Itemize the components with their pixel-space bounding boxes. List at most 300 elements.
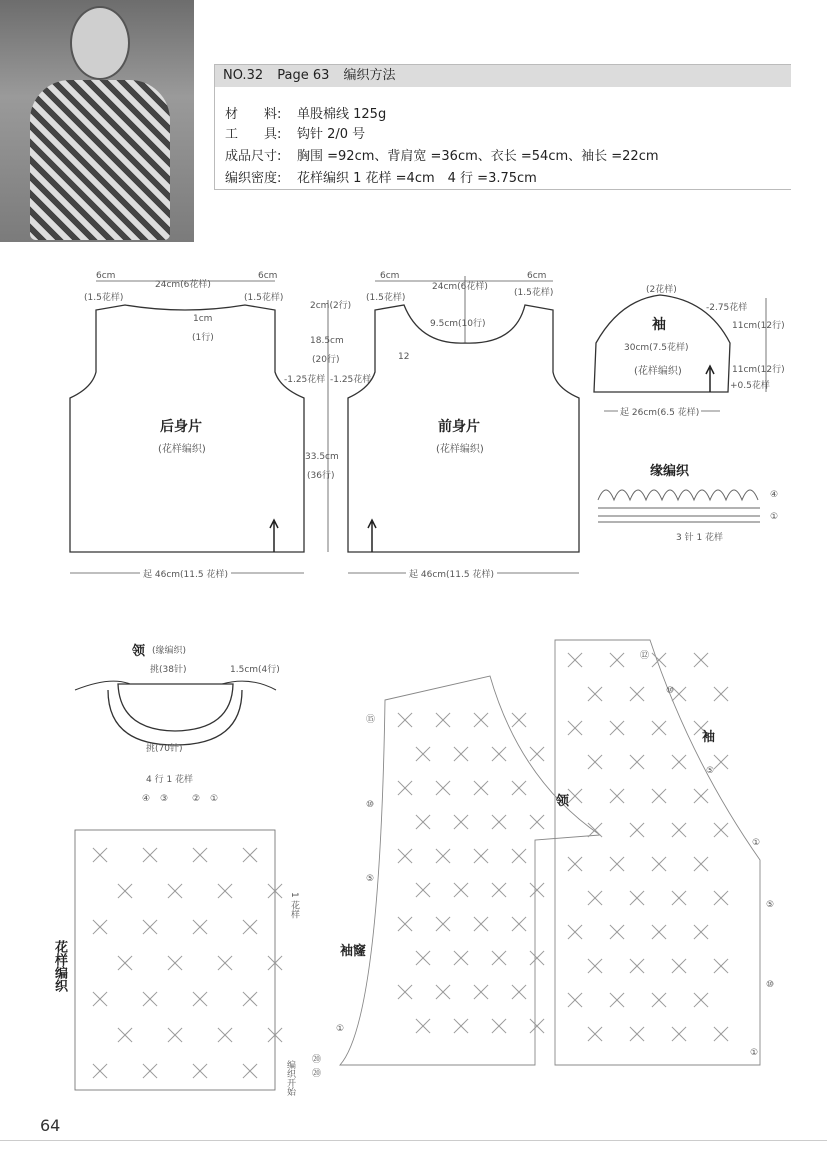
flower-motif-petal: [617, 993, 624, 1000]
back-shoulder-left-2: (1.5花样): [84, 293, 124, 303]
flower-motif-petal: [617, 660, 624, 667]
flower-motif-petal: [512, 992, 519, 999]
flower-motif-petal: [416, 1019, 423, 1026]
flower-motif-petal: [492, 1026, 499, 1033]
flower-motif-petal: [193, 927, 200, 934]
flower-motif-petal: [481, 992, 488, 999]
flower-motif-petal: [461, 822, 468, 829]
flower-motif-petal: [701, 789, 708, 796]
flower-motif-petal: [243, 927, 250, 934]
flower-motif-petal: [150, 1064, 157, 1071]
flower-motif-petal: [519, 788, 526, 795]
flower-motif-petal: [672, 966, 679, 973]
sleeve-row-1: ①: [752, 838, 761, 848]
flower-motif-petal: [672, 959, 679, 966]
flower-motif-petal: [617, 721, 624, 728]
flower-motif-petal: [659, 721, 666, 728]
flower-motif-petal: [499, 822, 506, 829]
flower-motif-petal: [679, 755, 686, 762]
flower-motif-petal: [125, 1028, 132, 1035]
flower-motif-petal: [519, 992, 526, 999]
flower-motif-petal: [595, 966, 602, 973]
armhole-row-5: ⑤: [366, 874, 375, 884]
flower-motif-petal: [588, 898, 595, 905]
flower-motif-petal: [630, 966, 637, 973]
flower-motif-petal: [630, 823, 637, 830]
flower-motif-petal: [537, 1019, 544, 1026]
flower-motif-petal: [512, 924, 519, 931]
flower-motif-petal: [537, 822, 544, 829]
flower-motif-petal: [652, 789, 659, 796]
flower-motif-petal: [416, 951, 423, 958]
flower-motif-petal: [610, 728, 617, 735]
flower-motif-petal: [630, 891, 637, 898]
flower-motif-petal: [275, 884, 282, 891]
flower-motif-petal: [268, 891, 275, 898]
pattern-title: 花样编织: [52, 940, 67, 992]
flower-motif-petal: [193, 999, 200, 1006]
flower-motif-petal: [630, 762, 637, 769]
flower-motif-petal: [168, 884, 175, 891]
sleeve-top: (2花样): [646, 285, 677, 295]
flower-motif-petal: [595, 755, 602, 762]
flower-motif-petal: [714, 694, 721, 701]
flower-motif-petal: [595, 1034, 602, 1041]
flower-motif-petal: [610, 925, 617, 932]
flower-motif-petal: [175, 1028, 182, 1035]
flower-motif-petal: [125, 1035, 132, 1042]
flower-motif-petal: [492, 958, 499, 965]
flower-motif-petal: [617, 925, 624, 932]
sleeve-row-12: ⑫: [640, 651, 650, 661]
flower-motif-petal: [575, 660, 582, 667]
flower-motif-petal: [595, 1027, 602, 1034]
flower-motif-petal: [530, 1026, 537, 1033]
flower-motif-petal: [193, 1071, 200, 1078]
flower-motif-petal: [714, 1034, 721, 1041]
flower-motif-petal: [630, 755, 637, 762]
flower-motif-petal: [193, 920, 200, 927]
flower-motif-petal: [474, 713, 481, 720]
flower-motif-petal: [443, 713, 450, 720]
flower-motif-petal: [423, 1026, 430, 1033]
flower-motif-petal: [568, 925, 575, 932]
flower-motif-petal: [250, 920, 257, 927]
sleeve-row-10: ⑩: [666, 686, 675, 696]
flower-motif-petal: [519, 917, 526, 924]
flower-motif-petal: [200, 848, 207, 855]
flower-motif-petal: [100, 992, 107, 999]
flower-motif-petal: [100, 999, 107, 1006]
flower-motif-petal: [150, 992, 157, 999]
flower-motif-petal: [588, 891, 595, 898]
flower-motif-petal: [93, 927, 100, 934]
flower-motif-petal: [595, 898, 602, 905]
flower-motif-petal: [537, 754, 544, 761]
flower-motif-petal: [436, 992, 443, 999]
flower-motif-petal: [610, 932, 617, 939]
flower-motif-petal: [93, 920, 100, 927]
sleeve-row-5b: ⑤: [766, 900, 775, 910]
spec-size: 成品尺寸: 胸围 =92cm、背肩宽 =36cm、衣长 =54cm、袖长 =22cm: [225, 149, 659, 164]
flower-motif-petal: [218, 884, 225, 891]
flower-motif-petal: [225, 963, 232, 970]
flower-motif-petal: [474, 856, 481, 863]
flower-motif-petal: [423, 754, 430, 761]
flower-motif-petal: [512, 720, 519, 727]
flower-motif-petal: [694, 728, 701, 735]
flower-motif-petal: [118, 884, 125, 891]
flower-motif-petal: [499, 747, 506, 754]
flower-motif-petal: [398, 985, 405, 992]
flower-motif-petal: [436, 849, 443, 856]
flower-motif-petal: [610, 1000, 617, 1007]
flower-motif-petal: [512, 713, 519, 720]
flower-motif-petal: [416, 890, 423, 897]
pattern-start: 编织开始: [285, 1060, 295, 1096]
flower-motif-petal: [568, 721, 575, 728]
flower-motif-petal: [443, 781, 450, 788]
sleeve-cap-dec: -2.75花样: [706, 303, 748, 313]
flower-motif-petal: [436, 917, 443, 924]
flower-motif-petal: [193, 992, 200, 999]
flower-motif-petal: [175, 963, 182, 970]
flower-motif-petal: [721, 891, 728, 898]
flower-motif-petal: [275, 1028, 282, 1035]
collar-pick-top: 挑(38针): [150, 665, 187, 675]
flower-motif-petal: [474, 992, 481, 999]
flower-motif-petal: [436, 781, 443, 788]
flower-motif-petal: [250, 1064, 257, 1071]
flower-motif-petal: [519, 781, 526, 788]
flower-motif-petal: [405, 781, 412, 788]
flower-motif-petal: [143, 999, 150, 1006]
flower-motif-petal: [575, 857, 582, 864]
flower-motif-petal: [721, 898, 728, 905]
pattern-row-3: ③: [160, 794, 169, 804]
flower-motif-petal: [423, 1019, 430, 1026]
flower-motif-petal: [250, 999, 257, 1006]
flower-motif-petal: [168, 891, 175, 898]
flower-motif-petal: [568, 932, 575, 939]
flower-motif-petal: [243, 992, 250, 999]
flower-motif-petal: [610, 721, 617, 728]
flower-motif-petal: [416, 754, 423, 761]
flower-motif-petal: [575, 932, 582, 939]
flower-motif-petal: [218, 963, 225, 970]
flower-motif-petal: [218, 1035, 225, 1042]
flower-motif-petal: [275, 1035, 282, 1042]
flower-motif-petal: [454, 747, 461, 754]
flower-motif-petal: [125, 963, 132, 970]
flower-motif-petal: [588, 1034, 595, 1041]
flower-motif-petal: [492, 822, 499, 829]
flower-motif-petal: [499, 1019, 506, 1026]
flower-motif-petal: [610, 660, 617, 667]
flower-motif-petal: [474, 720, 481, 727]
flower-motif-petal: [474, 985, 481, 992]
flower-motif-petal: [659, 660, 666, 667]
flower-motif-petal: [499, 951, 506, 958]
flower-motif-petal: [250, 927, 257, 934]
flower-motif-petal: [519, 713, 526, 720]
flower-motif-petal: [150, 848, 157, 855]
flower-motif-petal: [652, 653, 659, 660]
flower-motif-petal: [200, 920, 207, 927]
flower-motif-petal: [436, 788, 443, 795]
flower-motif-petal: [701, 796, 708, 803]
flower-motif-petal: [243, 1071, 250, 1078]
flower-motif-petal: [568, 728, 575, 735]
flower-motif-petal: [168, 1035, 175, 1042]
armhole-row-20b: ⑳: [312, 1069, 322, 1079]
armhole-label: 袖窿: [340, 944, 367, 959]
flower-motif-petal: [721, 959, 728, 966]
flower-motif-petal: [537, 1026, 544, 1033]
flower-motif-petal: [481, 713, 488, 720]
pattern-row-1: ①: [210, 794, 219, 804]
flower-motif-petal: [530, 815, 537, 822]
flower-motif-petal: [454, 754, 461, 761]
flower-motif-petal: [454, 1019, 461, 1026]
flower-motif-petal: [672, 891, 679, 898]
flower-motif-petal: [714, 823, 721, 830]
flower-motif-petal: [575, 1000, 582, 1007]
flower-motif-petal: [617, 864, 624, 871]
collar-inner: [118, 684, 233, 731]
flower-motif-petal: [537, 890, 544, 897]
flower-motif-petal: [454, 822, 461, 829]
flower-motif-petal: [530, 754, 537, 761]
flower-motif-petal: [701, 993, 708, 1000]
flower-motif-petal: [100, 855, 107, 862]
flower-motif-petal: [461, 815, 468, 822]
flower-motif-petal: [714, 891, 721, 898]
flower-motif-petal: [575, 728, 582, 735]
stitch-chart-armhole: [340, 676, 600, 1065]
flower-motif-petal: [617, 796, 624, 803]
flower-motif-petal: [125, 956, 132, 963]
flower-motif-petal: [100, 927, 107, 934]
collar-outer: [108, 690, 242, 745]
flower-motif-petal: [537, 951, 544, 958]
edging-repeat: 3 针 1 花样: [676, 533, 724, 543]
flower-motif-petal: [575, 864, 582, 871]
collar-title: 领: [132, 644, 146, 659]
flower-motif-petal: [250, 1071, 257, 1078]
flower-motif-petal: [118, 891, 125, 898]
flower-motif-petal: [610, 789, 617, 796]
flower-motif-petal: [694, 660, 701, 667]
flower-motif-petal: [405, 856, 412, 863]
edging-row-top: ④: [770, 490, 779, 500]
flower-motif-petal: [474, 849, 481, 856]
flower-motif-petal: [93, 848, 100, 855]
flower-motif-petal: [200, 992, 207, 999]
flower-motif-petal: [652, 796, 659, 803]
flower-motif-petal: [454, 890, 461, 897]
flower-motif-petal: [637, 755, 644, 762]
flower-motif-petal: [659, 1000, 666, 1007]
flower-motif-petal: [481, 985, 488, 992]
flower-motif-petal: [595, 959, 602, 966]
flower-motif-petal: [200, 927, 207, 934]
flower-motif-petal: [461, 1019, 468, 1026]
pattern-row-2: ②: [192, 794, 201, 804]
flower-motif-petal: [398, 917, 405, 924]
flower-motif-petal: [588, 687, 595, 694]
front-piece-title: 前身片: [438, 419, 480, 435]
flower-motif-petal: [474, 781, 481, 788]
flower-motif-petal: [225, 891, 232, 898]
flower-motif-petal: [588, 959, 595, 966]
flower-motif-petal: [423, 822, 430, 829]
flower-motif-petal: [416, 822, 423, 829]
flower-motif-petal: [701, 857, 708, 864]
flower-motif-petal: [436, 713, 443, 720]
flower-motif-petal: [398, 788, 405, 795]
flower-motif-petal: [530, 747, 537, 754]
flower-motif-petal: [679, 823, 686, 830]
flower-motif-petal: [637, 687, 644, 694]
flower-motif-petal: [436, 856, 443, 863]
flower-motif-petal: [512, 917, 519, 924]
flower-motif-petal: [93, 999, 100, 1006]
flower-motif-petal: [398, 924, 405, 931]
flower-motif-petal: [568, 1000, 575, 1007]
back-body-rows: (36行): [307, 471, 335, 481]
flower-motif-petal: [436, 924, 443, 931]
flower-motif-petal: [568, 864, 575, 871]
flower-motif-petal: [637, 898, 644, 905]
flower-motif-petal: [701, 925, 708, 932]
flower-motif-petal: [617, 1000, 624, 1007]
flower-motif-petal: [630, 694, 637, 701]
armhole-row-1: ①: [336, 1024, 345, 1034]
flower-motif-petal: [499, 815, 506, 822]
flower-motif-petal: [659, 993, 666, 1000]
flower-motif-petal: [530, 958, 537, 965]
flower-motif-petal: [637, 1034, 644, 1041]
flower-motif-petal: [443, 856, 450, 863]
flower-motif-petal: [398, 720, 405, 727]
flower-motif-petal: [630, 898, 637, 905]
flower-motif-petal: [679, 1027, 686, 1034]
flower-motif-petal: [275, 963, 282, 970]
sleeve-row-1b: ①: [750, 1048, 759, 1058]
flower-motif-petal: [701, 1000, 708, 1007]
flower-motif-petal: [588, 694, 595, 701]
flower-motif-petal: [595, 891, 602, 898]
flower-motif-petal: [637, 959, 644, 966]
flower-motif-petal: [175, 884, 182, 891]
sleeve-start-width: 起 26cm(6.5 花样): [618, 405, 701, 418]
flower-motif-petal: [714, 755, 721, 762]
flower-motif-petal: [492, 754, 499, 761]
flower-motif-petal: [617, 857, 624, 864]
flower-motif-petal: [694, 864, 701, 871]
sleeve-inc: +0.5花样: [730, 381, 770, 391]
spec-material: 材 料: 单股棉线 125g: [225, 107, 387, 122]
flower-motif-petal: [243, 920, 250, 927]
flower-motif-petal: [659, 728, 666, 735]
flower-motif-petal: [512, 781, 519, 788]
flower-motif-petal: [93, 1064, 100, 1071]
pattern-number: NO.32: [223, 68, 264, 83]
flower-motif-petal: [461, 1026, 468, 1033]
flower-motif-petal: [474, 788, 481, 795]
flower-motif-petal: [143, 920, 150, 927]
flower-motif-petal: [436, 720, 443, 727]
flower-motif-petal: [268, 1028, 275, 1035]
armhole-row-10: ⑩: [366, 800, 375, 810]
back-armhole-height: 18.5cm: [310, 336, 344, 346]
collar-shoulders: [75, 681, 276, 690]
flower-motif-petal: [721, 762, 728, 769]
flower-motif-petal: [679, 687, 686, 694]
flower-motif-petal: [714, 959, 721, 966]
flower-motif-petal: [454, 883, 461, 890]
flower-motif-petal: [530, 951, 537, 958]
flower-motif-petal: [405, 985, 412, 992]
flower-motif-petal: [652, 728, 659, 735]
flower-motif-petal: [268, 956, 275, 963]
flower-motif-petal: [659, 864, 666, 871]
flower-motif-petal: [537, 815, 544, 822]
flower-motif-petal: [714, 966, 721, 973]
edging-chart: [598, 490, 760, 522]
flower-motif-petal: [499, 883, 506, 890]
back-neck-width: 24cm(6花样): [155, 280, 211, 290]
flower-motif-petal: [100, 848, 107, 855]
pattern-repeat-top: 4 行 1 花样: [146, 775, 194, 785]
flower-motif-petal: [610, 857, 617, 864]
flower-motif-petal: [659, 796, 666, 803]
flower-motif-petal: [405, 849, 412, 856]
flower-motif-petal: [423, 958, 430, 965]
flower-motif-petal: [218, 1028, 225, 1035]
back-body-height: 33.5cm: [305, 452, 339, 462]
flower-motif-petal: [721, 966, 728, 973]
flower-motif-petal: [225, 884, 232, 891]
flower-motif-petal: [595, 823, 602, 830]
collar-sub: (缘编织): [152, 646, 187, 656]
flower-motif-petal: [512, 788, 519, 795]
flower-motif-petal: [461, 883, 468, 890]
flower-motif-petal: [423, 815, 430, 822]
flower-motif-petal: [499, 958, 506, 965]
flower-motif-petal: [575, 993, 582, 1000]
flower-motif-petal: [443, 992, 450, 999]
flower-motif-petal: [512, 849, 519, 856]
sleeve-mid-width: 30cm(7.5花样): [624, 340, 689, 353]
spec-tool: 工 具: 钩针 2/0 号: [225, 127, 366, 142]
flower-motif-petal: [588, 755, 595, 762]
flower-motif-petal: [519, 924, 526, 931]
flower-motif-petal: [454, 815, 461, 822]
flower-motif-petal: [474, 924, 481, 931]
flower-motif-petal: [193, 1064, 200, 1071]
flower-motif-petal: [679, 762, 686, 769]
flower-motif-petal: [575, 653, 582, 660]
flower-motif-petal: [150, 927, 157, 934]
flower-motif-petal: [630, 959, 637, 966]
flower-motif-petal: [423, 883, 430, 890]
flower-motif-petal: [143, 1071, 150, 1078]
flower-motif-petal: [168, 1028, 175, 1035]
flower-motif-petal: [512, 856, 519, 863]
front-neck-mark: 12: [398, 352, 410, 362]
